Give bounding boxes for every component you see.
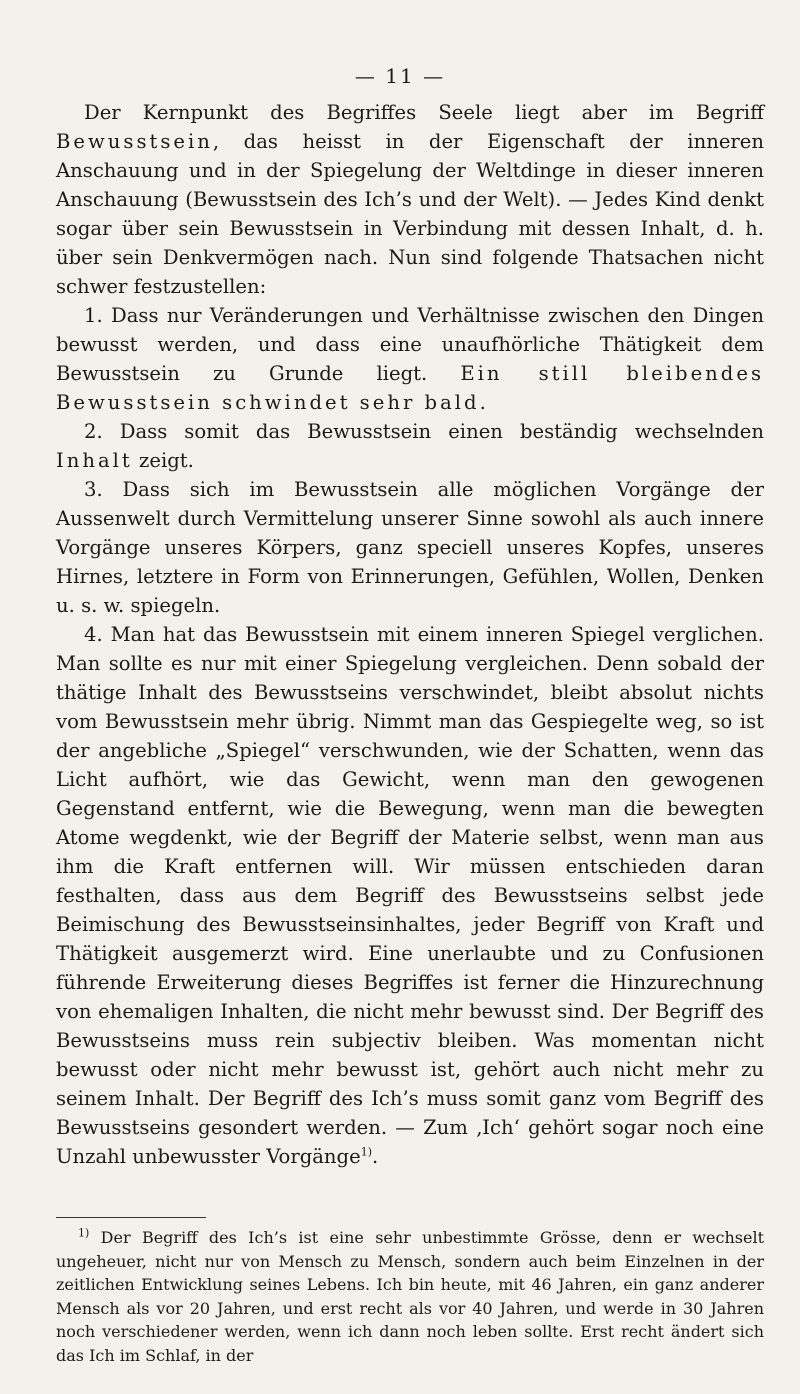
footnote-marker: 1): [78, 1226, 90, 1240]
paragraph-text: 1. Dass nur Veränderungen und Verhältnisse zwischen den Dingen bewusst werden, und dass eine unaufhörliche Thätigkeit dem Bewusstsein zu Grunde liegt.: [56, 304, 764, 385]
footnote-reference[interactable]: 1): [360, 1145, 372, 1159]
paragraph-text: .: [479, 391, 486, 414]
paragraph-item-3: [56, 475, 764, 620]
paragraph-item-4: [56, 620, 764, 1171]
paragraph-item-2: [56, 417, 764, 475]
paragraph-text: Der Kernpunkt des Begriffes Seele liegt aber im Begriff: [84, 101, 764, 124]
paragraph-text: , das heisst in der Eigenschaft der inneren Anschauung und in der Spiegelung der Weltdinge in dieser inneren Anschauung (Bewusstsein des Ich’s und der Welt). — Jedes Kind denkt sogar über sein Bewusstsein in Verbindung mit dessen Inhalt, d. h. über sein Denkvermögen nach. Nun sind folgende Thatsachen nicht schwer festzustellen:: [56, 130, 764, 298]
paragraph-intro: [56, 98, 764, 301]
emphasized-term: Bewusstsein: [56, 130, 213, 153]
paragraph-text: 4. Man hat das Bewusstsein mit einem inneren Spiegel verglichen. Man sollte es nur mit einer Spiegelung vergleichen. Denn sobald der thätige Inhalt des Bewusstseins verschwindet, bleibt absolut nichts vom Bewusstsein mehr übrig. Nimmt man das Gespiegelte weg, so ist der angebliche „Spiegel“ verschwunden, wie der Schatten, wenn das Licht aufhört, wie das Gewicht, wenn man den gewogenen Gegenstand entfernt, wie die Bewegung, wenn man die bewegten Atome wegdenkt, wie der Begriff der Materie selbst, wenn man aus ihm die Kraft entfernen will. Wir müssen entschieden daran festhalten, dass aus dem Begriff des Bewusstseins selbst jede Beimischung des Bewusstseinsinhaltes, jeder Begriff von Kraft und Thätigkeit ausgemerzt wird. Eine unerlaubte und zu Confusionen führende Erweiterung dieses Begriffes ist ferner die Hinzurechnung von ehemaligen Inhalten, die nicht mehr bewusst sind. Der Begriff des Bewusstseins muss rein subjectiv bleiben. Was momentan nicht bewusst oder nicht mehr bewusst ist, gehört auch nicht mehr zu seinem Inhalt. Der Begriff des Ich’s muss somit ganz vom Begriff des Bewusstseins gesondert werden. — Zum ‚Ich‘ gehört sogar noch eine Unzahl unbewusster Vorgänge: [56, 623, 764, 1168]
paragraph-text: 3. Dass sich im Bewusstsein alle möglichen Vorgänge der Aussenwelt durch Vermittelung unserer Sinne sowohl als auch innere Vorgänge unseres Körpers, ganz speciell unseres Kopfes, unseres Hirnes, letztere in Form von Erinnerungen, Gefühlen, Wollen, Denken u. s. w. spiegeln.: [56, 478, 764, 617]
footnote: [56, 1226, 764, 1367]
footnote-divider: [56, 1217, 206, 1218]
paragraph-item-1: [56, 301, 764, 417]
page-number: — 11 —: [354, 64, 446, 88]
emphasized-term: Ein still bleibendes Bewusstsein schwindet sehr bald: [56, 362, 764, 414]
paragraph-text: zeigt.: [132, 449, 194, 472]
paragraph-text: .: [372, 1145, 379, 1168]
footnote-text: Der Begriff des Ich’s ist eine sehr unbestimmte Grösse, denn er wechselt ungeheuer, nicht nur von Mensch zu Mensch, sondern auch beim Einzelnen in der zeitlichen Entwicklung seines Lebens. Ich bin heute, mit 46 Jahren, ein ganz anderer Mensch als vor 20 Jahren, und erst recht als vor 40 Jahren, und werde in 30 Jahren noch verschiedener werden, wenn ich dann noch leben sollte. Erst recht ändert sich das Ich im Schlaf, in der: [56, 1228, 765, 1365]
footnote-paragraph: [56, 1226, 764, 1367]
emphasized-term: Inhalt: [56, 449, 133, 472]
body-text: [56, 98, 764, 1171]
paragraph-text: 2. Dass somit das Bewusstsein einen beständig wechselnden: [84, 420, 764, 443]
